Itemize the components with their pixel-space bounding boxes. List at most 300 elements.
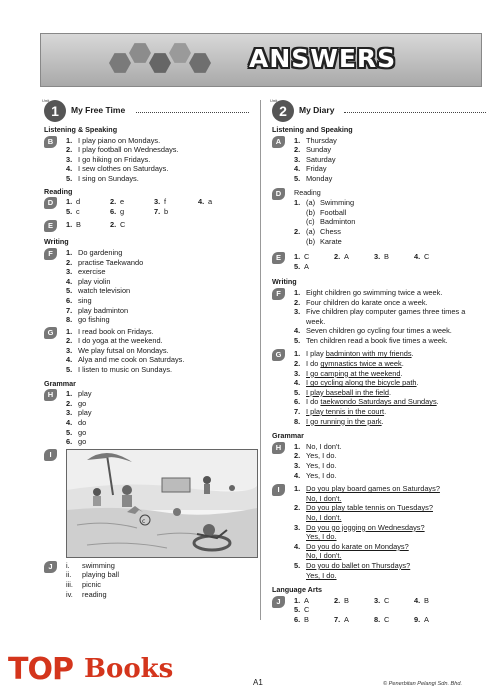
item-number: 1. <box>66 220 73 230</box>
answer-text: Thursday <box>306 135 337 145</box>
item-number: 2. <box>110 220 117 230</box>
item-number: 5. <box>294 387 301 397</box>
answer-cell <box>294 605 334 615</box>
answer-list <box>294 288 486 346</box>
answer-row <box>294 503 486 522</box>
answer-cell <box>198 197 242 207</box>
question-answer-pair <box>306 484 440 503</box>
answer-text: C <box>424 252 430 262</box>
answer-text <box>306 359 404 369</box>
question-text: Do you do ballet on Thursdays? <box>306 560 411 570</box>
answer-text <box>306 349 414 359</box>
answer-prefix: I do <box>306 397 321 407</box>
answer-text: go <box>78 398 87 408</box>
item-number: 2. <box>110 197 117 207</box>
answer-cell <box>334 615 374 625</box>
answer-text: We play futsal on Mondays. <box>78 345 169 355</box>
answer-row <box>66 365 249 375</box>
item-number: 1. <box>66 389 73 399</box>
answer-text <box>306 369 403 379</box>
answer-row <box>66 336 249 346</box>
question-text: Do you play table tennis on Tuesdays? <box>306 503 433 513</box>
answers-banner <box>40 33 482 87</box>
answer-row <box>66 399 249 409</box>
answer-text: Karate <box>320 236 342 246</box>
answer-grid <box>66 220 249 230</box>
item-number: 4. <box>294 378 301 388</box>
item-number: 1. <box>66 197 73 207</box>
answer-text: I read book on Fridays. <box>78 326 154 336</box>
answer-prefix: I play <box>306 349 326 359</box>
question-answer-pair <box>306 542 409 561</box>
item-number: 3. <box>294 154 301 164</box>
item-number: 2. <box>334 252 341 262</box>
answer-text: C <box>120 220 126 230</box>
sub-item-label: (b) <box>306 236 316 246</box>
item-number: 1. <box>294 252 301 262</box>
answer-suffix: . <box>411 349 414 359</box>
item-number: 2. <box>294 297 301 307</box>
answer-text: A <box>304 261 309 271</box>
section-heading: Listening & Speaking <box>44 125 118 134</box>
item-number: 3. <box>294 307 301 317</box>
answer-row <box>294 523 486 542</box>
underlined-answer: I play baseball in the field <box>306 387 389 397</box>
exercise-g <box>44 327 249 375</box>
answer-text <box>306 388 391 398</box>
answer-row <box>66 315 249 325</box>
section-heading: Writing <box>272 277 297 287</box>
underlined-answer: gymnastics twice a week <box>320 359 402 369</box>
item-number: 5. <box>66 206 73 216</box>
item-number: 5. <box>66 427 73 437</box>
answer-text: C <box>304 605 310 615</box>
answer-cell <box>110 197 154 207</box>
question-text: Do you go jogging on Wednesdays? <box>306 522 425 532</box>
item-number: 3. <box>374 252 381 262</box>
answer-row <box>294 298 486 308</box>
answer-cell <box>110 207 154 217</box>
answer-cell <box>66 220 110 230</box>
title-dotted-line <box>344 112 486 113</box>
item-number: 7. <box>294 407 301 417</box>
answer-row <box>66 437 249 447</box>
answer-cell <box>374 596 414 606</box>
item-number: 5. <box>294 173 301 183</box>
answer-row <box>66 428 249 438</box>
answer-row <box>66 136 249 146</box>
answer-text: go fishing <box>78 315 110 325</box>
answer-row <box>66 277 249 287</box>
exercise-i <box>44 449 249 558</box>
unit-tag: Unit <box>42 98 50 103</box>
answer-prefix: I do <box>306 359 321 369</box>
item-number: 3. <box>66 345 73 355</box>
answer-text: Yes, I do. <box>306 470 337 480</box>
answer-text: No, I don't. <box>306 512 342 522</box>
item-number: 4. <box>66 355 73 365</box>
answer-list <box>294 442 486 480</box>
answer-suffix: . <box>381 416 384 426</box>
answer-text: f <box>164 197 167 207</box>
unit-2-column <box>272 100 486 627</box>
answer-row <box>294 359 486 369</box>
section-heading: Reading <box>44 186 73 196</box>
answer-text: exercise <box>78 267 106 277</box>
underlined-answer: I go cycling along the bicycle path <box>306 378 417 388</box>
answer-cell <box>110 220 154 230</box>
answer-text: go <box>78 437 87 447</box>
answer-cell <box>374 252 414 262</box>
exercise-letter: G <box>272 349 285 361</box>
answer-row <box>66 327 249 337</box>
item-number: 1. <box>294 349 301 359</box>
item-number: 5. <box>66 173 73 183</box>
exercise-i <box>272 484 486 580</box>
item-number: 4. <box>66 164 73 174</box>
sub-answer-row <box>306 208 355 218</box>
question-text: Do you play board games on Saturdays? <box>306 484 440 494</box>
section-heading: Reading <box>294 187 321 197</box>
item-number: 1. <box>66 135 73 145</box>
item-number: 2. <box>294 359 301 369</box>
answer-row <box>294 542 486 561</box>
answer-text: Sunday <box>306 145 332 155</box>
answer-text <box>306 417 384 427</box>
answer-text: B <box>344 595 349 605</box>
item-number: 1. <box>294 287 301 297</box>
exercise-h <box>44 389 249 447</box>
answer-text: I play football on Wednesdays. <box>78 145 179 155</box>
answer-text: I go hiking on Fridays. <box>78 154 151 164</box>
item-number: 5. <box>66 286 73 296</box>
item-number: 7. <box>66 305 73 315</box>
item-number: 4. <box>294 470 301 480</box>
answer-text: c <box>76 206 80 216</box>
item-number: 3. <box>66 267 73 277</box>
answer-row <box>294 484 486 503</box>
item-number: 1. <box>294 441 301 451</box>
item-number: 3. <box>154 197 161 207</box>
answer-row <box>294 164 486 174</box>
beach-illustration <box>66 449 258 558</box>
answer-text: B <box>304 614 309 624</box>
item-number: 4. <box>66 418 73 428</box>
answer-cell <box>66 207 110 217</box>
answer-row <box>66 590 249 600</box>
item-number: 1. <box>294 595 301 605</box>
answer-row <box>66 258 249 268</box>
item-number: 2. <box>294 503 301 513</box>
answer-text: B <box>76 220 81 230</box>
unit-1-header <box>44 100 249 122</box>
beach-scene-drawing <box>67 450 257 557</box>
unit-1-column <box>44 100 249 601</box>
page-number: A1 <box>253 678 263 687</box>
answer-text: Football <box>320 207 347 217</box>
answer-text: Seven children go cycling four times a week. <box>306 326 452 336</box>
section-heading: Grammar <box>44 378 76 388</box>
answer-text: d <box>76 197 81 207</box>
unit-badge: 2 <box>272 100 294 122</box>
item-number: 6. <box>110 206 117 216</box>
item-number: 8. <box>294 416 301 426</box>
answer-row <box>66 389 249 399</box>
answer-text: go <box>78 427 87 437</box>
answer-list <box>66 136 249 184</box>
answer-text: picnic <box>82 580 101 589</box>
exercise-d <box>272 188 486 247</box>
exercise-h <box>272 442 486 480</box>
sub-answer-row <box>306 227 342 237</box>
item-number: 2. <box>66 336 73 346</box>
item-number: 1. <box>294 135 301 145</box>
exercise-letter: J <box>272 596 285 608</box>
item-number: 8. <box>66 315 73 325</box>
answer-row <box>66 248 249 258</box>
exercise-g <box>272 349 486 426</box>
exercise-letter: H <box>44 389 57 401</box>
exercise-f <box>44 248 249 325</box>
item-number: 4. <box>294 326 301 336</box>
answer-text: Saturday <box>306 154 336 164</box>
answer-row <box>294 397 486 407</box>
sub-answer-list <box>306 227 342 246</box>
answer-cell <box>334 252 374 262</box>
answer-text: No, I don't. <box>306 551 342 561</box>
exercise-e <box>272 252 486 271</box>
answer-row <box>294 461 486 471</box>
answer-text: sing <box>78 295 92 305</box>
answer-row <box>294 349 486 359</box>
answer-suffix: . <box>389 387 392 397</box>
answer-list <box>66 389 249 447</box>
answer-cell <box>414 252 454 262</box>
unit-2-header <box>272 100 486 122</box>
answer-text: a <box>208 197 213 207</box>
answer-text: Swimming <box>320 198 355 208</box>
topbooks-watermark-logo <box>8 648 186 688</box>
section-heading: Language Arts <box>272 585 323 595</box>
answer-text: C <box>384 595 390 605</box>
column-divider <box>260 100 261 620</box>
item-number: 5. <box>294 261 301 271</box>
answer-cell <box>66 197 110 207</box>
answer-text: Yes, I do. <box>306 570 337 580</box>
svg-text:c: c <box>142 517 146 525</box>
item-number: 4. <box>198 197 205 207</box>
answer-row <box>66 296 249 306</box>
answer-text: play badminton <box>78 305 129 315</box>
item-number: ii. <box>66 570 72 580</box>
answer-list <box>66 561 249 599</box>
item-number: i. <box>66 560 70 570</box>
answer-text <box>306 397 439 407</box>
exercise-letter: B <box>44 136 57 148</box>
answer-cell <box>294 252 334 262</box>
exercise-e <box>44 220 249 231</box>
sub-answer-row <box>306 237 342 247</box>
exercise-b <box>44 136 249 184</box>
hexagon-decoration <box>169 42 191 64</box>
item-number: 3. <box>374 595 381 605</box>
answer-row <box>294 561 486 580</box>
answer-row <box>66 164 249 174</box>
item-number: 2. <box>66 257 73 267</box>
sub-answer-row <box>306 217 355 227</box>
answer-text: practise Taekwando <box>78 257 144 267</box>
exercise-letter: E <box>44 220 57 232</box>
exercise-letter: D <box>44 197 57 209</box>
sub-answer-row <box>306 198 355 208</box>
answer-text: A <box>344 614 349 624</box>
answer-text: Monday <box>306 173 333 183</box>
exercise-a <box>272 136 486 184</box>
answer-text: C <box>384 614 390 624</box>
underlined-answer: taekwondo Saturdays and Sundays <box>320 397 437 407</box>
answer-grid <box>66 197 249 216</box>
answer-text: B <box>424 595 429 605</box>
answer-text: play <box>78 389 92 399</box>
answer-suffix: . <box>416 378 419 388</box>
answer-text: C <box>304 252 310 262</box>
answer-row <box>66 346 249 356</box>
item-number: 7. <box>154 206 161 216</box>
answer-row <box>66 561 249 571</box>
answer-row <box>294 388 486 398</box>
exercise-letter: F <box>44 248 57 260</box>
item-number: 2. <box>294 145 301 155</box>
answer-text: Four children do karate once a week. <box>306 297 428 307</box>
answer-grid <box>294 596 486 625</box>
answer-cell <box>414 615 454 625</box>
sub-item-label: (a) <box>306 226 316 236</box>
answer-list <box>66 327 249 375</box>
exercise-letter: H <box>272 442 285 454</box>
item-number: 9. <box>414 614 421 624</box>
answer-text: Chess <box>320 226 341 236</box>
question-answer-pair <box>306 523 425 542</box>
sub-item-label: (c) <box>306 217 315 227</box>
answer-row <box>294 145 486 155</box>
item-number: 5. <box>294 335 301 345</box>
item-number: 2. <box>66 398 73 408</box>
answer-suffix: . <box>436 397 439 407</box>
answer-row <box>294 307 486 326</box>
item-number: 8. <box>374 614 381 624</box>
answer-row <box>66 267 249 277</box>
item-number: 3. <box>66 154 73 164</box>
answer-text: Yes, I do. <box>306 451 337 461</box>
exercise-j <box>44 561 249 599</box>
exercise-f <box>272 288 486 346</box>
answer-suffix: . <box>401 359 404 369</box>
exercise-letter: A <box>272 136 285 148</box>
exercise-letter: I <box>272 484 285 496</box>
logo-top-text: TOP <box>8 652 73 687</box>
question-row: 2. (a) Chess (b) Karate <box>294 226 342 246</box>
answer-grid <box>294 252 486 271</box>
answer-text: Ten children read a book five times a week. <box>306 335 448 345</box>
hexagon-decoration <box>109 52 131 74</box>
sub-item-label: (b) <box>306 207 316 217</box>
unit-badge: 1 <box>44 100 66 122</box>
item-number: 3. <box>66 408 73 418</box>
exercise-d <box>44 197 249 216</box>
answer-row <box>294 336 486 346</box>
answer-row <box>66 145 249 155</box>
item-number: 7. <box>334 614 341 624</box>
answer-text: Yes, I do. <box>306 532 337 542</box>
item-number: 6. <box>294 397 301 407</box>
answer-text: Alya and me cook on Saturdays. <box>78 355 185 365</box>
exercise-letter: E <box>272 252 285 264</box>
answer-row <box>66 580 249 590</box>
answer-cell <box>154 197 198 207</box>
item-number: 2. <box>66 145 73 155</box>
answer-row <box>66 408 249 418</box>
item-number: 4. <box>414 595 421 605</box>
answer-text: B <box>384 252 389 262</box>
answer-text: play <box>78 408 92 418</box>
answer-row <box>294 136 486 146</box>
answer-cell <box>294 262 334 272</box>
exercise-letter: J <box>44 561 57 573</box>
answer-text: No, I don't. <box>306 441 342 451</box>
answer-row <box>294 378 486 388</box>
answer-list <box>294 136 486 184</box>
item-number: 4. <box>66 276 73 286</box>
underlined-answer: I go camping at the weekend <box>306 368 401 378</box>
answer-text: g <box>120 206 125 216</box>
answer-list <box>294 349 486 426</box>
answer-row <box>294 369 486 379</box>
answer-row <box>66 174 249 184</box>
question-row: 1. (a) Swimming (b) Football (c) Badminton <box>294 198 356 227</box>
answer-row <box>66 355 249 365</box>
unit-title: My Free Time <box>71 105 126 115</box>
answer-text: Five children play computer games three times a week. <box>306 307 466 326</box>
item-number: 2. <box>294 451 301 461</box>
answer-text: Yes, I do. <box>306 461 337 470</box>
underlined-answer: badminton with my friends <box>325 349 412 359</box>
question-answer-pair <box>306 503 433 522</box>
item-number: 4. <box>294 541 301 551</box>
exercise-letter: I <box>44 449 57 461</box>
answer-row <box>66 155 249 165</box>
answer-text: Do gardening <box>78 247 123 257</box>
sub-answer-list <box>306 198 355 227</box>
answer-text: playing ball <box>82 570 119 580</box>
sub-item-label: (a) <box>306 198 316 208</box>
underlined-answer: I go running in the park <box>306 416 382 426</box>
item-number: 2. <box>334 595 341 605</box>
hexagon-decoration <box>189 52 211 74</box>
item-number: 5. <box>66 365 73 375</box>
answer-text: Badminton <box>320 217 356 227</box>
answer-text: I sing on Sundays. <box>78 173 139 183</box>
answer-text: I do yoga at the weekend. <box>78 336 163 346</box>
answer-row <box>294 471 486 481</box>
answer-text: play violin <box>78 276 111 286</box>
answer-cell <box>294 596 334 606</box>
answer-row <box>294 174 486 184</box>
section-heading: Grammar <box>272 431 304 441</box>
answer-row <box>294 407 486 417</box>
answer-cell <box>294 615 334 625</box>
answer-text: b <box>164 206 169 216</box>
answer-row <box>66 286 249 296</box>
